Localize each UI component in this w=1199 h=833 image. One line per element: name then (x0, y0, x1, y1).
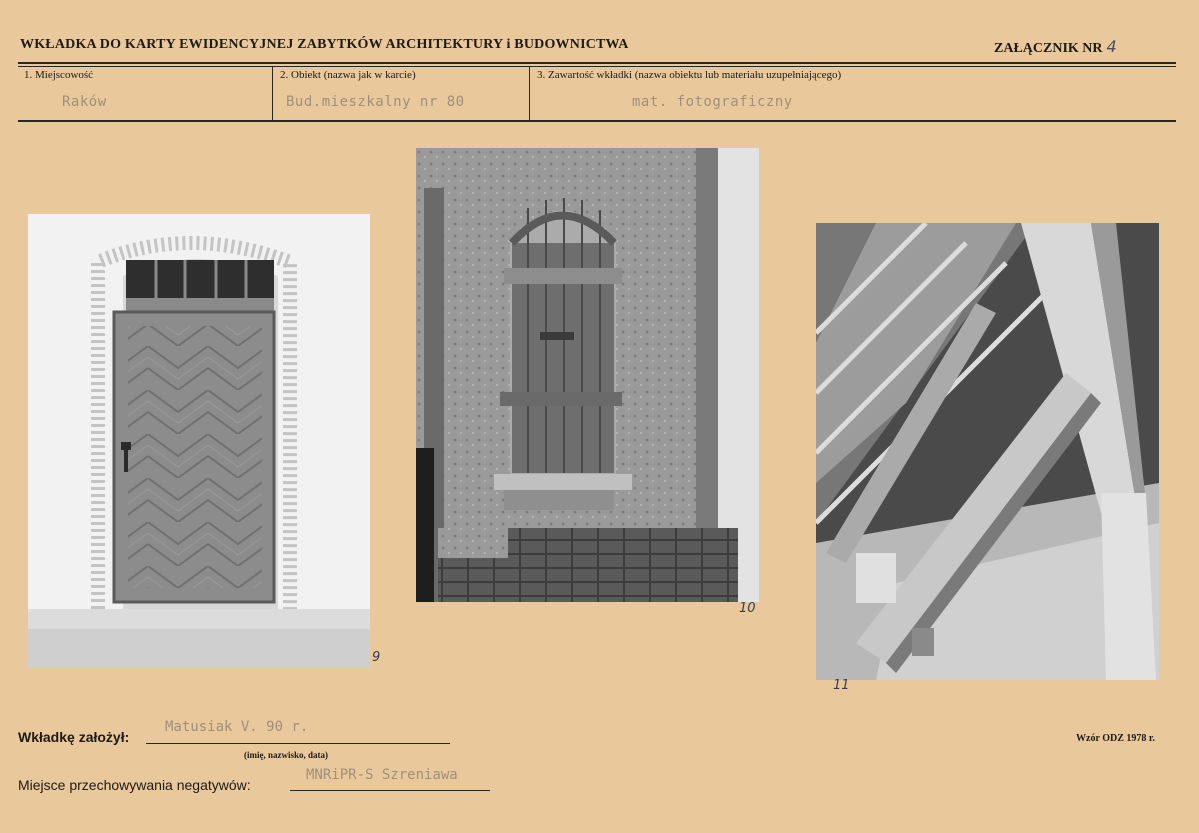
field-value-contents: mat. fotograficzny (632, 94, 793, 110)
header-rule-inner (18, 66, 1176, 67)
photo-door (28, 214, 370, 668)
photo-attic (816, 223, 1159, 680)
form-title: WKŁADKA DO KARTY EWIDENCYJNEJ ZABYTKÓW ARCHITEKTURY i BUDOWNICTWA (20, 37, 629, 52)
annex-label (994, 37, 1117, 57)
annex-label-text: ZAŁĄCZNIK NR (994, 41, 1103, 56)
storage-underline (290, 790, 490, 791)
photo-number-10: 10 (739, 601, 756, 616)
annex-number: 4 (1106, 37, 1117, 56)
form-template-mark: Wzór ODZ 1978 r. (1076, 733, 1155, 744)
photo-window (416, 148, 759, 602)
storage-value: MNRiPR-S Szreniawa (306, 767, 458, 783)
field-divider-2 (529, 66, 530, 120)
author-hint: (imię, nazwisko, data) (244, 750, 328, 760)
author-value: Matusiak V. 90 r. (165, 719, 309, 735)
author-label: Wkładkę założył: (18, 729, 130, 745)
field-value-object: Bud.mieszkalny nr 80 (286, 94, 465, 110)
field-label-locality: 1. Miejscowość (24, 69, 94, 81)
field-value-locality: Raków (62, 94, 107, 110)
field-label-object: 2. Obiekt (nazwa jak w karcie) (280, 69, 416, 81)
header-rule-bottom (18, 120, 1176, 122)
photo-number-9: 9 (372, 650, 381, 665)
author-underline (146, 743, 450, 744)
storage-label: Miejsce przechowywania negatywów: (18, 777, 251, 793)
field-label-contents: 3. Zawartość wkładki (nazwa obiektu lub materiału uzupełniającego) (537, 69, 842, 81)
field-divider-1 (272, 66, 273, 120)
photo-number-11: 11 (833, 678, 850, 693)
header-rule-top (18, 62, 1176, 64)
